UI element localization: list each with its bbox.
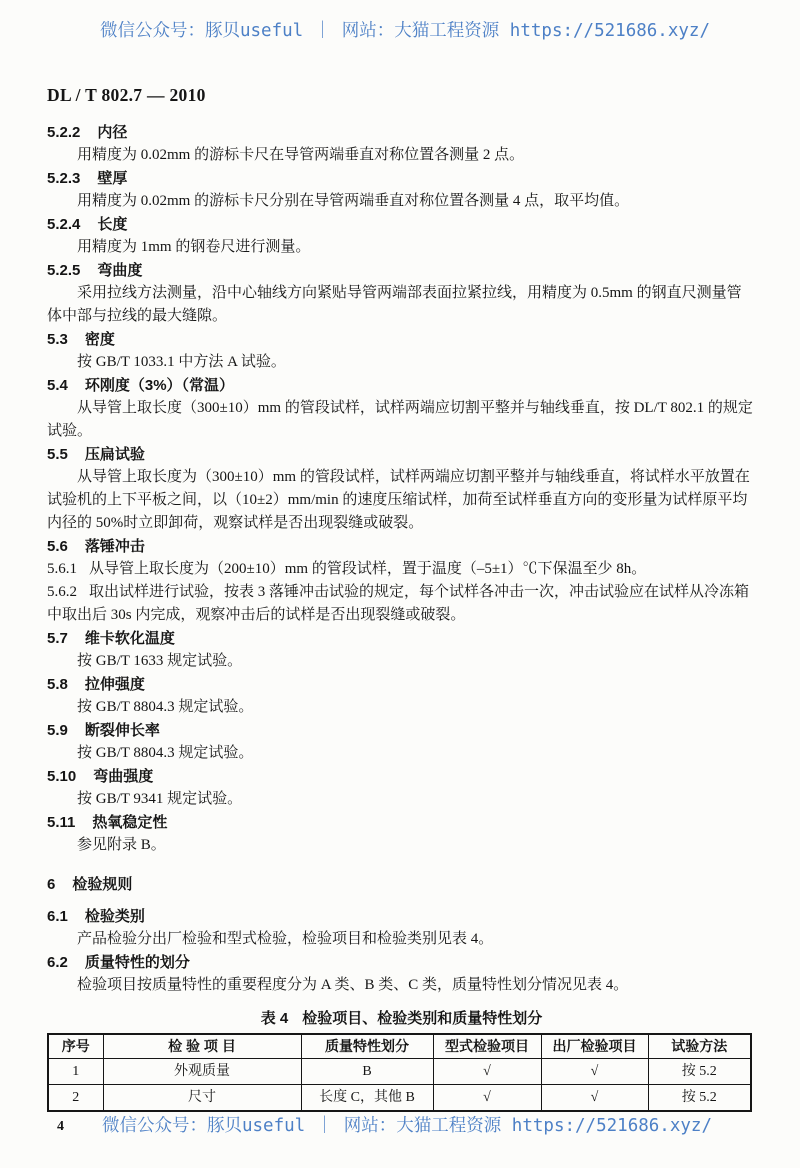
section-title: 热氧稳定性 bbox=[92, 814, 168, 831]
col-header-quality-class: 质量特性划分 bbox=[301, 1034, 433, 1059]
chapter-heading-6 bbox=[47, 873, 756, 896]
section-heading-5-2-4 bbox=[47, 213, 756, 236]
clause-text: 取出试样进行试验，按表 3 落锤冲击试验的规定，每个试样各冲击一次，冲击试验应在试样从冷冻箱中取出后 30s 内完成，观察冲击后的试样是否出现裂缝或破裂。 bbox=[47, 584, 750, 623]
page-number: 4 bbox=[57, 1119, 64, 1134]
section-number: 5.10 bbox=[47, 768, 77, 785]
cell-type-test: √ bbox=[433, 1059, 541, 1085]
col-header-type-test: 型式检验项目 bbox=[433, 1034, 541, 1059]
section-number: 5.9 bbox=[47, 722, 68, 739]
section-number: 5.2.2 bbox=[47, 124, 81, 141]
section-title: 质量特性的划分 bbox=[84, 954, 190, 971]
section-number: 5.2.4 bbox=[47, 216, 81, 233]
section-heading-5-11 bbox=[47, 811, 756, 834]
section-number: 5.2.3 bbox=[47, 170, 81, 187]
section-heading-5-6 bbox=[47, 535, 756, 558]
cell-method: 按 5.2 bbox=[648, 1085, 751, 1112]
col-header-method: 试验方法 bbox=[648, 1034, 751, 1059]
paragraph: 用精度为 0.02mm 的游标卡尺在导管两端垂直对称位置各测量 2 点。 bbox=[77, 147, 525, 163]
document-body bbox=[47, 121, 756, 1112]
section-heading-5-2-5 bbox=[47, 259, 756, 282]
cell-method: 按 5.2 bbox=[648, 1059, 751, 1085]
section-title: 密度 bbox=[84, 331, 115, 348]
section-heading-5-9 bbox=[47, 719, 756, 742]
section-title: 维卡软化温度 bbox=[84, 630, 175, 647]
paragraph: 用精度为 0.02mm 的游标卡尺分别在导管两端垂直对称位置各测量 4 点，取平均值。 bbox=[77, 193, 630, 209]
cell-quality-class: B bbox=[301, 1059, 433, 1085]
section-heading-6-1 bbox=[47, 905, 756, 928]
section-number: 5.6 bbox=[47, 538, 68, 555]
paragraph: 按 GB/T 1033.1 中方法 A 试验。 bbox=[77, 354, 286, 370]
table-header-row bbox=[48, 1034, 751, 1059]
section-title: 弯曲度 bbox=[97, 262, 143, 279]
section-heading-5-2-3 bbox=[47, 167, 756, 190]
section-number: 5.11 bbox=[47, 814, 76, 831]
paragraph: 按 GB/T 8804.3 规定试验。 bbox=[77, 745, 254, 761]
section-title: 长度 bbox=[97, 216, 128, 233]
table-caption-text: 检验项目、检验类别和质量特性划分 bbox=[302, 1010, 543, 1027]
section-number: 5.4 bbox=[47, 377, 68, 394]
clause-number: 5.6.2 bbox=[47, 584, 77, 600]
col-header-seq: 序号 bbox=[48, 1034, 103, 1059]
standard-number: DL / T 802.7 — 2010 bbox=[47, 85, 206, 105]
cell-item: 尺寸 bbox=[103, 1085, 301, 1112]
section-number: 5.5 bbox=[47, 446, 68, 463]
paragraph: 从导管上取长度为（300±10）mm 的管段试样，试样两端应切割平整并与轴线垂直，将试样水平放置在试验机的上下平板之间，以（10±2）mm/min 的速度压缩试样，加荷至试样垂直方向的变形量为试样原平均内径的 50%时立即卸荷，观察试样是否出现裂缝或破裂。 bbox=[47, 469, 750, 531]
cell-seq: 2 bbox=[48, 1085, 103, 1112]
section-heading-6-2 bbox=[47, 951, 756, 974]
chapter-number: 6 bbox=[47, 876, 56, 893]
section-title: 压扁试验 bbox=[84, 446, 145, 463]
section-heading-5-10 bbox=[47, 765, 756, 788]
paragraph: 产品检验分出厂检验和型式检验，检验项目和检验类别见表 4。 bbox=[77, 931, 494, 947]
paragraph: 检验项目按质量特性的重要程度分为 A 类、B 类、C 类，质量特性划分情况见表 4。 bbox=[77, 977, 629, 993]
section-heading-5-2-2 bbox=[47, 121, 756, 144]
watermark-top: 微信公众号：豚贝useful ｜ 网站：大猫工程资源 https://521686.xyz/ bbox=[99, 21, 710, 41]
table-caption bbox=[47, 1007, 756, 1030]
paragraph: 从导管上取长度（300±10）mm 的管段试样，试样两端应切割平整并与轴线垂直，按 DL/T 802.1 的规定试验。 bbox=[47, 400, 753, 439]
section-title: 检验类别 bbox=[84, 908, 145, 925]
chapter-title: 检验规则 bbox=[72, 876, 133, 893]
section-heading-5-4 bbox=[47, 374, 756, 397]
paragraph: 按 GB/T 8804.3 规定试验。 bbox=[77, 699, 254, 715]
cell-factory-test: √ bbox=[541, 1085, 648, 1112]
section-title: 壁厚 bbox=[97, 170, 128, 187]
section-number: 5.7 bbox=[47, 630, 68, 647]
numbered-clause-5-6-1 bbox=[47, 558, 756, 581]
section-title: 拉伸强度 bbox=[84, 676, 145, 693]
table-row bbox=[48, 1085, 751, 1112]
section-heading-5-5 bbox=[47, 443, 756, 466]
section-title: 环刚度（3%）（常温） bbox=[84, 377, 235, 394]
cell-quality-class: 长度 C，其他 B bbox=[301, 1085, 433, 1112]
section-title: 弯曲强度 bbox=[93, 768, 154, 785]
paragraph: 用精度为 1mm 的钢卷尺进行测量。 bbox=[77, 239, 311, 255]
paragraph: 参见附录 B。 bbox=[77, 837, 166, 853]
section-title: 落锤冲击 bbox=[84, 538, 145, 555]
section-number: 6.2 bbox=[47, 954, 68, 971]
cell-seq: 1 bbox=[48, 1059, 103, 1085]
inspection-items-table bbox=[47, 1033, 752, 1112]
section-number: 5.3 bbox=[47, 331, 68, 348]
cell-factory-test: √ bbox=[541, 1059, 648, 1085]
section-heading-5-7 bbox=[47, 627, 756, 650]
paragraph: 采用拉线方法测量，沿中心轴线方向紧贴导管两端部表面拉紧拉线，用精度为 0.5mm 的钢直尺测量管体中部与拉线的最大缝隙。 bbox=[47, 285, 742, 324]
section-number: 5.2.5 bbox=[47, 262, 81, 279]
section-number: 5.8 bbox=[47, 676, 68, 693]
clause-number: 5.6.1 bbox=[47, 561, 77, 577]
watermark-bottom: 微信公众号：豚贝useful ｜ 网站：大猫工程资源 https://521686.xyz/ bbox=[101, 1116, 712, 1136]
col-header-item: 检 验 项 目 bbox=[103, 1034, 301, 1059]
clause-text: 从导管上取长度为（200±10）mm 的管段试样，置于温度（–5±1）℃下保温至少 8h。 bbox=[89, 561, 647, 577]
cell-type-test: √ bbox=[433, 1085, 541, 1112]
section-title: 内径 bbox=[97, 124, 128, 141]
numbered-clause-5-6-2 bbox=[47, 581, 756, 627]
table-row bbox=[48, 1059, 751, 1085]
paragraph: 按 GB/T 1633 规定试验。 bbox=[77, 653, 243, 669]
table-caption-label: 表 4 bbox=[260, 1010, 289, 1027]
paragraph: 按 GB/T 9341 规定试验。 bbox=[77, 791, 243, 807]
section-number: 6.1 bbox=[47, 908, 68, 925]
cell-item: 外观质量 bbox=[103, 1059, 301, 1085]
section-heading-5-8 bbox=[47, 673, 756, 696]
col-header-factory-test: 出厂检验项目 bbox=[541, 1034, 648, 1059]
section-heading-5-3 bbox=[47, 328, 756, 351]
section-title: 断裂伸长率 bbox=[84, 722, 160, 739]
